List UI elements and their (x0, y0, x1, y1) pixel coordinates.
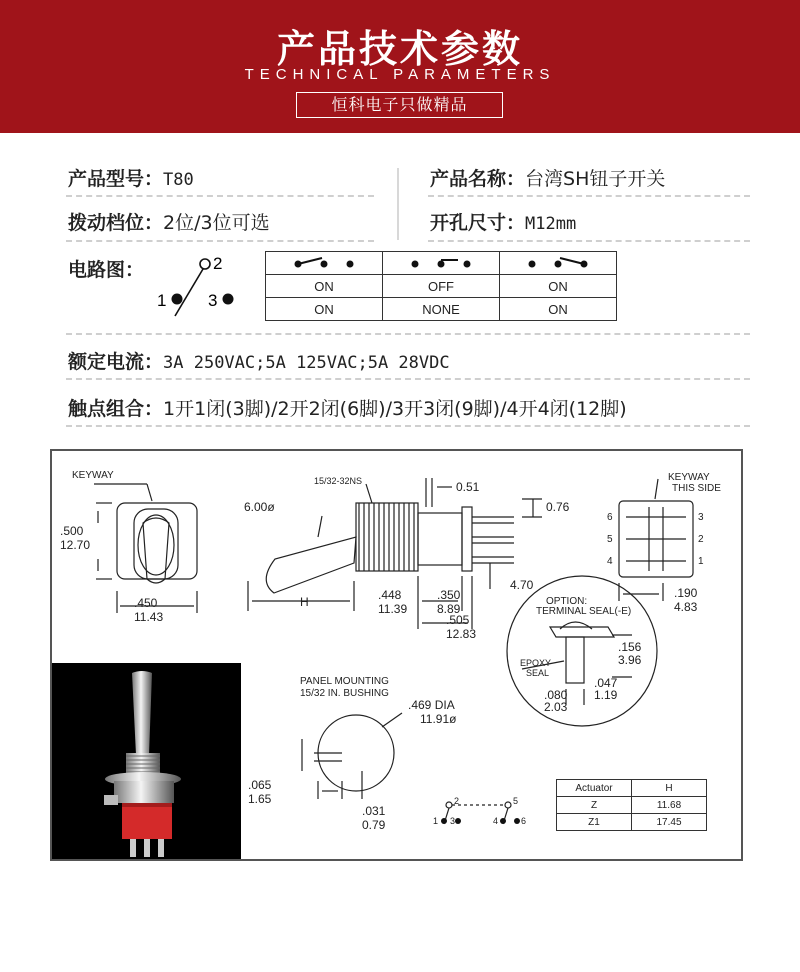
dim-076: 0.76 (546, 500, 570, 514)
divider (66, 425, 750, 427)
switch-center-icon (408, 255, 474, 269)
circuit-label: 电路图： (68, 259, 145, 281)
option-label: OPTION: (546, 596, 588, 607)
slogan-box: 恒科电子只做精品 (296, 92, 503, 118)
keyway-label: KEYWAY (72, 470, 114, 481)
current-value: 3A 250VAC;5A 125VAC;5A 28VDC (163, 353, 450, 373)
contact-label: 触点组合： (68, 398, 164, 420)
pin-1: 1 (698, 556, 704, 567)
schem-pin-2: 2 (454, 796, 460, 806)
name-value: 台湾SH钮子开关 (525, 168, 666, 190)
toggle-switch-image (52, 663, 241, 859)
divider (66, 195, 374, 197)
model-value: T80 (163, 170, 194, 190)
product-photo (52, 663, 241, 859)
name-label: 产品名称： (430, 168, 526, 190)
switch-icon-cell (383, 252, 500, 275)
dim-119: 1.19 (594, 688, 618, 702)
switch-position-table (265, 251, 617, 321)
table-row (557, 780, 707, 797)
dim-203: 2.03 (544, 700, 568, 714)
table-cell: ON (266, 275, 383, 298)
table-row (266, 252, 617, 275)
thread-label: 15/32-32NS (314, 476, 363, 486)
dim-051: 0.51 (456, 480, 480, 494)
divider (66, 240, 374, 242)
table-cell: ON (500, 298, 617, 321)
spec-contact (68, 394, 627, 421)
terminal-seal-label: TERMINAL SEAL(-E) (536, 606, 632, 617)
switch-icon-cell (500, 252, 617, 275)
table-header: Actuator (557, 780, 632, 797)
schem-pin-5: 5 (513, 796, 519, 806)
actuator-table (556, 779, 707, 831)
switch-right-icon (525, 255, 591, 269)
spec-hole (430, 208, 576, 235)
dim-1139: 11.39 (378, 602, 408, 616)
table-cell: ON (500, 275, 617, 298)
column-separator (397, 168, 399, 240)
divider (66, 333, 750, 335)
lever-dia: 6.00ø (244, 500, 275, 514)
dim-448: .448 (378, 588, 402, 602)
dim-165: 1.65 (248, 792, 272, 806)
switch-left-icon (291, 255, 357, 269)
page-title: 产品技术参数 (276, 27, 523, 71)
divider (66, 378, 750, 380)
table-cell: 17.45 (632, 814, 707, 831)
dim-065: .065 (248, 778, 272, 792)
this-side-label: THIS SIDE (672, 483, 721, 494)
header-banner (0, 0, 800, 133)
dim-500: .500 (60, 524, 84, 538)
contact-value: 1开1闭(3脚)/2开2闭(6脚)/3开3闭(9脚)/4开4闭(12脚) (163, 398, 627, 420)
dim-1283: 12.83 (446, 627, 477, 641)
pin-6: 6 (607, 512, 613, 523)
divider (428, 240, 750, 242)
spec-current (68, 347, 450, 374)
current-label: 额定电流： (68, 351, 164, 373)
dim-1191: 11.91ø (420, 712, 457, 726)
dim-450: .450 (134, 596, 158, 610)
dim-396: 3.96 (618, 653, 642, 667)
circuit-pin-2: 2 (213, 254, 223, 273)
pin-2: 2 (698, 534, 704, 545)
divider (428, 195, 750, 197)
circuit-pin-1: 1 (157, 291, 167, 310)
switch-icon-cell (266, 252, 383, 275)
schem-pin-6: 6 (521, 816, 527, 826)
spec-position (68, 208, 270, 235)
table-cell: 11.68 (632, 797, 707, 814)
pin-3: 3 (698, 512, 704, 523)
spec-name (430, 164, 665, 191)
dim-889: 8.89 (437, 602, 461, 616)
dim-469: .469 DIA (408, 698, 455, 712)
position-label: 拨动档位： (68, 212, 164, 234)
circuit-pin-3: 3 (208, 291, 218, 310)
dim-156: .156 (618, 640, 642, 654)
dim-h: H (300, 595, 309, 609)
dim-1270: 12.70 (60, 538, 91, 552)
table-row (557, 797, 707, 814)
table-cell: ON (266, 298, 383, 321)
hole-label: 开孔尺寸： (430, 212, 526, 234)
bushing-label: 15/32 IN. BUSHING (300, 688, 389, 699)
table-cell: NONE (383, 298, 500, 321)
model-label: 产品型号： (68, 168, 164, 190)
epoxy-label: EPOXY (520, 658, 552, 668)
dim-190: .190 (674, 586, 698, 600)
schem-pin-1: 1 (433, 816, 439, 826)
table-cell: OFF (383, 275, 500, 298)
dim-505: .505 (446, 613, 470, 627)
panel-mounting-label: PANEL MOUNTING (300, 676, 389, 687)
pin-5: 5 (607, 534, 613, 545)
position-value: 2位/3位可选 (163, 212, 270, 234)
page-subtitle: TECHNICAL PARAMETERS (244, 66, 556, 83)
dim-080: .080 (544, 688, 568, 702)
dim-1143: 11.43 (134, 610, 164, 624)
pin-4: 4 (607, 556, 613, 567)
dim-079: 0.79 (362, 818, 386, 832)
seal-label: SEAL (526, 668, 550, 678)
table-row (266, 275, 617, 298)
dim-470: 4.70 (510, 578, 534, 592)
schem-pin-4: 4 (493, 816, 499, 826)
spec-model (68, 164, 194, 191)
hole-value: M12mm (525, 214, 577, 234)
dim-047: .047 (594, 676, 618, 690)
keyway-side-label: KEYWAY (668, 472, 710, 483)
table-cell: Z1 (557, 814, 632, 831)
table-row (266, 298, 617, 321)
circuit-diagram (150, 250, 260, 322)
dim-483: 4.83 (674, 600, 698, 614)
schem-pin-3: 3 (450, 816, 456, 826)
dim-031: .031 (362, 804, 386, 818)
dim-350: .350 (437, 588, 461, 602)
table-header: H (632, 780, 707, 797)
table-cell: Z (557, 797, 632, 814)
table-row (557, 814, 707, 831)
